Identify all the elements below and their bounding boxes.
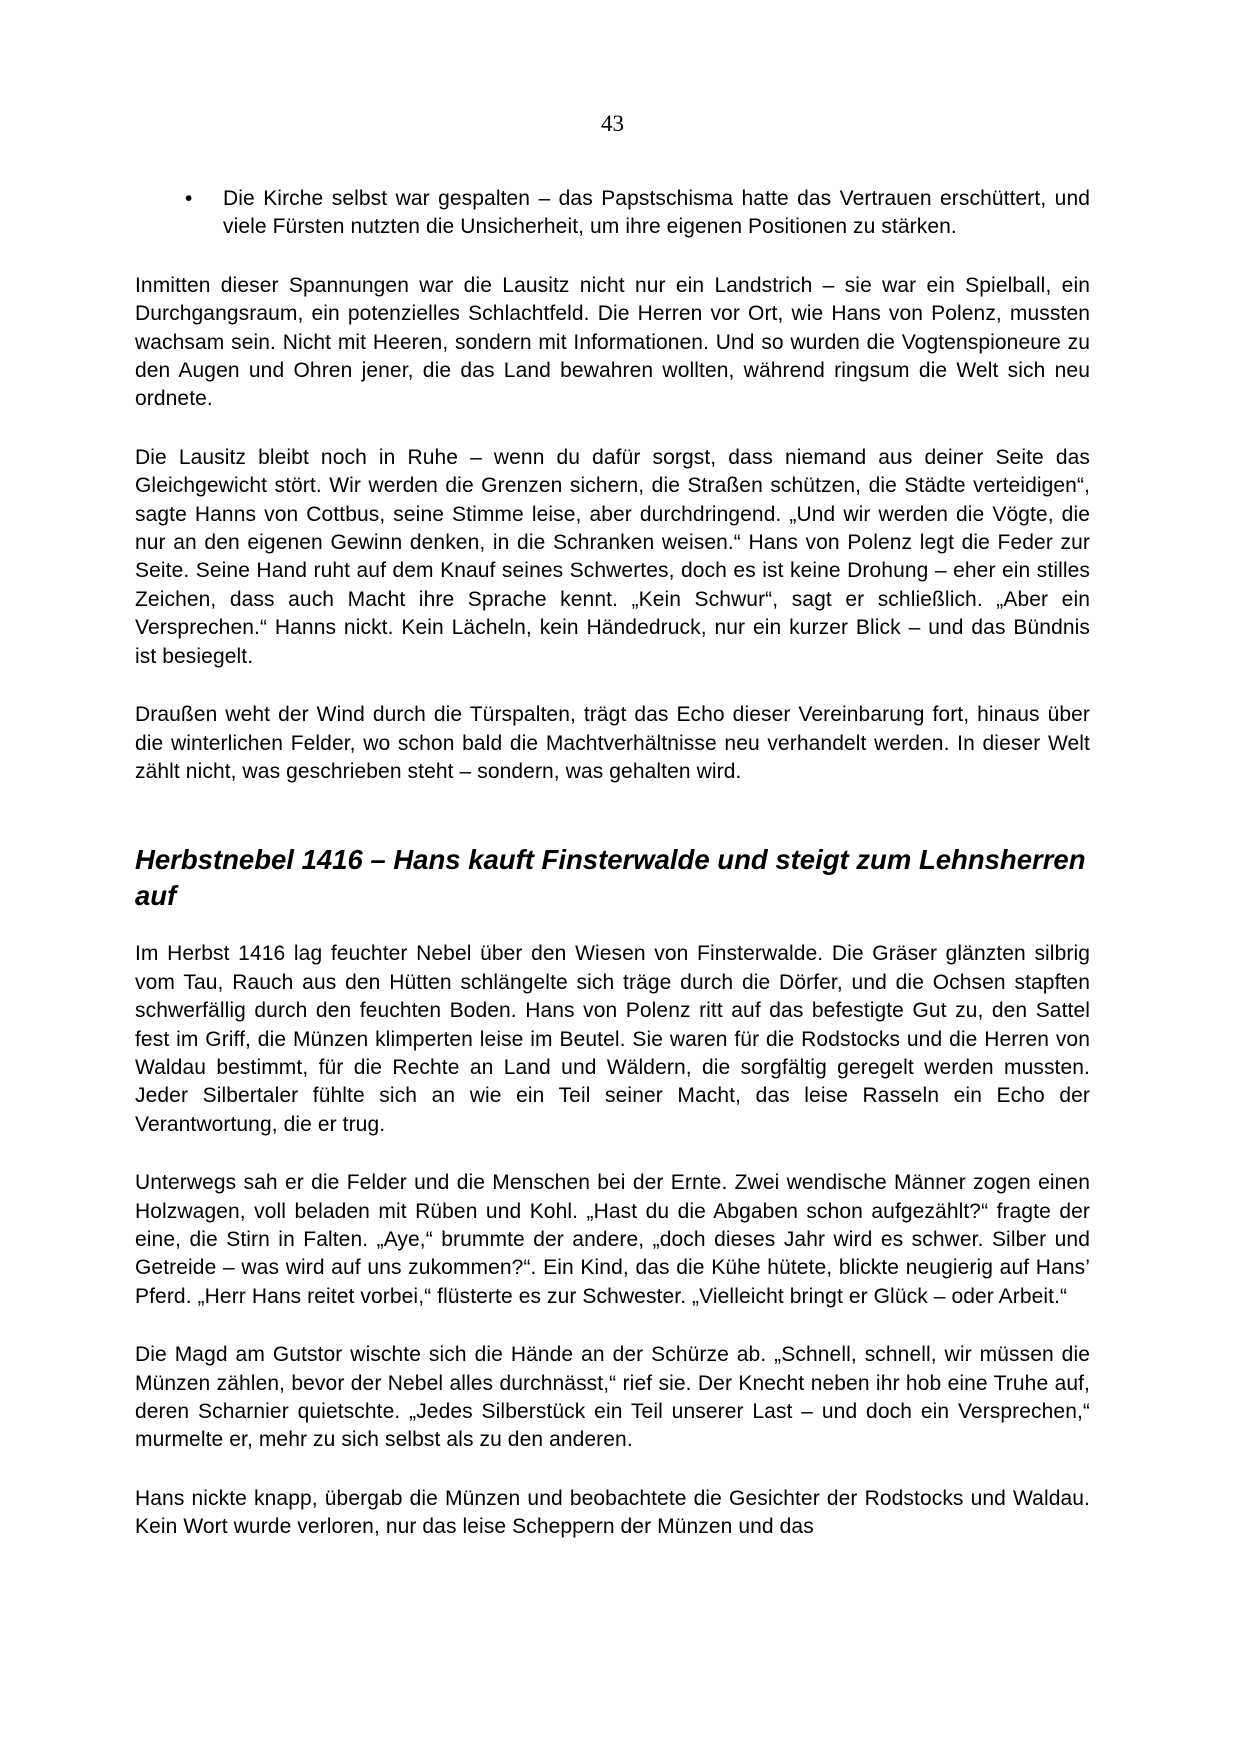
body-paragraph-unterwegs: Unterwegs sah er die Felder und die Menschen bei der Ernte. Zwei wendische Männer zogen einen Holzwagen, voll beladen mit Rüben und Kohl. „Hast du die Abgaben schon aufgezählt?“ fragte der eine, die Stirn in Falten. „Aye,“ brummte der andere, „doch dieses Jahr wird es schwer. Silber und Getreide – was wird auf uns zukommen?“. Ein Kind, das die Kühe hütete, blickte neugierig auf Hans’ Pferd. „Herr Hans reitet vorbei,“ flüsterte es zur Schwester. „Vielleicht bringt er Glück – oder Arbeit.“ bbox=[135, 1171, 1090, 1308]
body-paragraph-herbst: Im Herbst 1416 lag feuchter Nebel über den Wiesen von Finsterwalde. Die Gräser glänzten silbrig vom Tau, Rauch aus den Hütten schlängelte sich träge durch die Dörfer, und die Ochsen stapften schwerfällig durch den feuchten Boden. Hans von Polenz ritt auf das befestigte Gut zu, den Sattel fest im Griff, die Münzen klimperten leise im Beutel. Sie waren für die Rodstocks und die Herren von Waldau bestimmt, für die Rechte an Land und Wäldern, die sorgfältig geregelt werden mussten. Jeder Silbertaler fühlte sich an wie ein Teil seiner Macht, das leise Rasseln ein Echo der Verantwortung, die er trug. bbox=[135, 942, 1090, 1136]
page-number: 43 bbox=[601, 111, 624, 136]
body-paragraph-draussen: Draußen weht der Wind durch die Türspalten, trägt das Echo dieser Vereinbarung fort, hinaus über die winterlichen Felder, wo schon bald die Machtverhältnisse neu verhandelt werden. In dieser Welt zählt nicht, was geschrieben steht – sondern, was gehalten wird. bbox=[135, 703, 1090, 783]
section-heading-herbstnebel: Herbstnebel 1416 – Hans kauft Finsterwalde und steigt zum Lehnsherren auf bbox=[135, 844, 1086, 912]
body-paragraph-lausitz: Die Lausitz bleibt noch in Ruhe – wenn du dafür sorgst, dass niemand aus deiner Seite das Gleichgewicht stört. Wir werden die Grenzen sichern, die Straßen schützen, die Städte verteidigen“, sagte Hanns von Cottbus, seine Stimme leise, aber durchdringend. „Und wir werden die Vögte, die nur an den eigenen Gewinn denken, in die Schranken weisen.“ Hans von Polenz legt die Feder zur Seite. Seine Hand ruht auf dem Knauf seines Schwertes, doch es ist keine Drohung – eher ein stilles Zeichen, dass auch Macht ihre Sprache kennt. „Kein Schwur“, sagt er schließlich. „Aber ein Versprechen.“ Hanns nickt. Kein Lächeln, kein Händedruck, nur ein kurzer Blick – und das Bündnis ist besiegelt. bbox=[135, 445, 1090, 668]
body-paragraph-spannungen: Inmitten dieser Spannungen war die Lausitz nicht nur ein Landstrich – sie war ein Spielball, ein Durchgangsraum, ein potenzielles Schlachtfeld. Die Herren vor Ort, wie Hans von Polenz, mussten wachsam sein. Nicht mit Heeren, sondern mit Informationen. Und so wurden die Vogtenspioneure zu den Augen und Ohren jener, die das Land bewahren wollten, während ringsum die Welt sich neu ordnete. bbox=[135, 273, 1090, 411]
bullet-list-item bbox=[135, 185, 1090, 242]
body-paragraph-hans: Hans nickte knapp, übergab die Münzen und beobachtete die Gesichter der Rodstocks und Waldau. Kein Wort wurde verloren, nur das leise Scheppern der Münzen und das bbox=[135, 1486, 1090, 1539]
body-paragraph-magd: Die Magd am Gutstor wischte sich die Hände an der Schürze ab. „Schnell, schnell, wir müssen die Münzen zählen, bevor der Nebel alles durchnässt,“ rief sie. Der Knecht neben ihr hob eine Truhe auf, deren Scharnier quietschte. „Jedes Silberstück ein Teil unserer Last – und doch ein Versprechen,“ murmelte er, mehr zu sich selbst als zu den anderen. bbox=[135, 1343, 1090, 1452]
bullet-marker: • bbox=[185, 187, 193, 210]
bullet-item-text: Die Kirche selbst war gespalten – das Papstschisma hatte das Vertrauen erschüttert, und viele Fürsten nutzten die Unsicherheit, um ihre eigenen Positionen zu stärken. bbox=[223, 187, 1090, 239]
